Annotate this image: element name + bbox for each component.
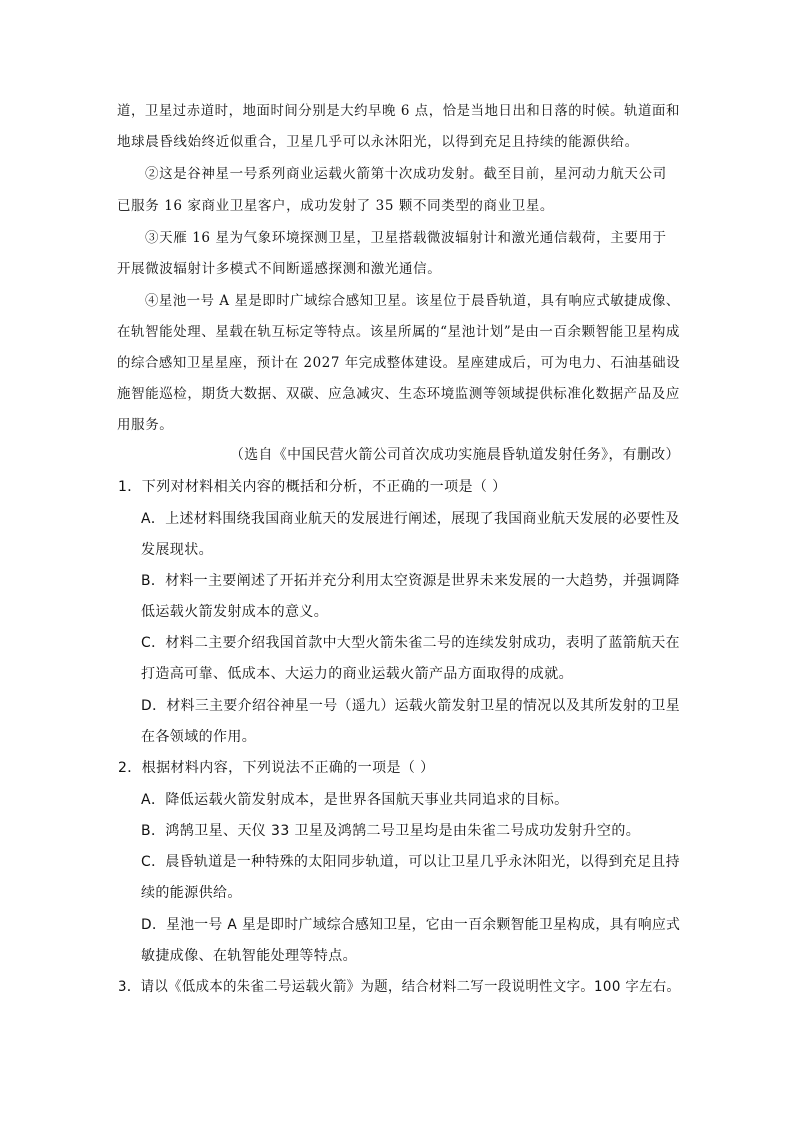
passage-line: 道，卫星过赤道时，地面时间分别是大约早晚 6 点，恰是当地日出和日落的时候。轨道面和 <box>117 103 680 119</box>
question-stem: 1．下列对材料相关内容的概括和分析，不正确的一项是（ ） <box>118 479 507 495</box>
passage-line: ④星池一号 A 星是即时广域综合感知卫星。该星位于晨昏轨道，具有响应式敏捷成像、 <box>145 293 680 309</box>
option-a: A．上述材料围绕我国商业航天的发展进行阐述，展现了我国商业航天发展的必要性及 <box>141 511 680 527</box>
option-a-cont: 发展现状。 <box>141 542 213 558</box>
option-a: A．降低运载火箭发射成本，是世界各国航天事业共同追求的目标。 <box>141 792 569 808</box>
source-citation: （选自《中国民营火箭公司首次成功实施晨昏轨道发射任务》，有删改） <box>230 447 680 463</box>
passage-line: 已服务 16 家商业卫星客户，成功发射了 35 颗不同类型的商业卫星。 <box>117 198 555 214</box>
passage-line: ③天雁 16 星为气象环境探测卫星，卫星搭载微波辐射计和激光通信载荷，主要用于 <box>145 230 667 246</box>
passage-line: 的综合感知卫星星座，预计在 2027 年完成整体建设。星座建成后，可为电力、石油基础设 <box>117 355 681 371</box>
passage-line: 在轨智能处理、星载在轨互标定等特点。该星所属的“星池计划”是由一百余颗智能卫星构成 <box>117 324 680 340</box>
option-b: B．材料一主要阐述了开拓并充分利用太空资源是世界未来发展的一大趋势，并强调降 <box>141 573 680 589</box>
option-d-cont: 敏捷成像、在轨智能处理等特点。 <box>141 948 357 964</box>
question-stem: 3．请以《低成本的朱雀二号运载火箭》为题，结合材料二写一段说明性文字。100 字左右。 <box>118 979 681 995</box>
option-c-cont: 续的能源供给。 <box>141 885 242 901</box>
passage-line: 地球晨昏线始终近似重合，卫星几乎可以永沐阳光，以得到充足且持续的能源供给。 <box>117 134 639 150</box>
option-c-cont: 打造高可靠、低成本、大运力的商业运载火箭产品方面取得的成就。 <box>141 666 573 682</box>
passage-line: 施智能巡检，期货大数据、双碳、应急减灾、生态环境监测等领域提供标准化数据产品及应 <box>117 386 680 402</box>
option-c: C．材料二主要介绍我国首款中大型火箭朱雀二号的连续发射成功，表明了蓝箭航天在 <box>141 635 680 651</box>
option-d: D．材料三主要介绍谷神星一号（遥九）运载火箭发射卫星的情况以及其所发射的卫星 <box>141 698 680 714</box>
option-d-cont: 在各领域的作用。 <box>141 729 257 745</box>
passage-line: ②这是谷神星一号系列商业运载火箭第十次成功发射。截至目前，星河动力航天公司 <box>145 166 667 182</box>
option-c: C．晨昏轨道是一种特殊的太阳同步轨道，可以让卫星几乎永沐阳光，以得到充足且持 <box>141 854 680 870</box>
option-d: D．星池一号 A 星是即时广域综合感知卫星，它由一百余颗智能卫星构成，具有响应式 <box>141 917 681 933</box>
passage-line: 用服务。 <box>117 417 174 433</box>
option-b: B．鸿鹄卫星、天仪 33 卫星及鸿鹄二号卫星均是由朱雀二号成功发射升空的。 <box>141 823 641 839</box>
option-b-cont: 低运载火箭发射成本的意义。 <box>141 604 329 620</box>
passage-line: 开展微波辐射计多模式不间断遥感探测和激光通信。 <box>117 261 442 277</box>
question-stem: 2．根据材料内容，下列说法不正确的一项是（ ） <box>118 760 435 776</box>
